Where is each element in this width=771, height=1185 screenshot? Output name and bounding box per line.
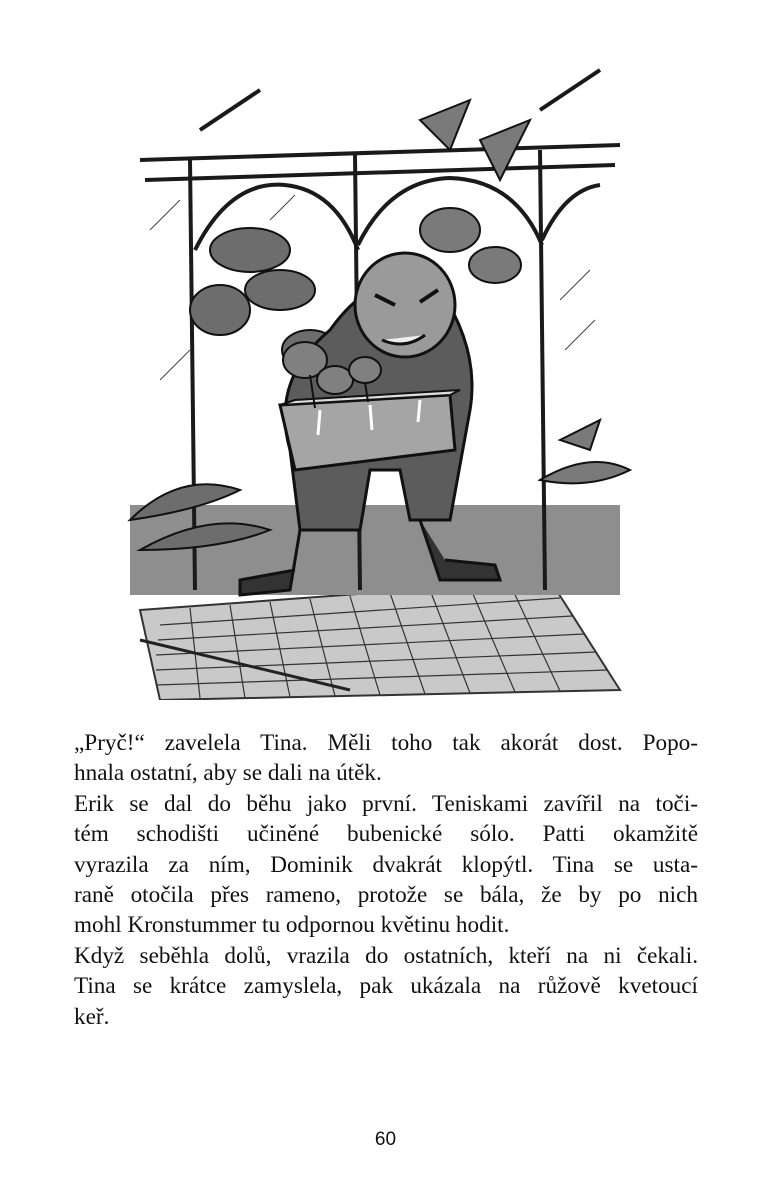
text-line: hnala ostatní, aby se dali na útěk. bbox=[74, 760, 382, 787]
greenhouse-floor bbox=[140, 580, 620, 700]
illustration-man-with-planter bbox=[120, 50, 640, 700]
text-line: tém schodišti učiněné bubenické sólo. Patti okamžitě bbox=[74, 821, 698, 848]
paragraph bbox=[74, 789, 698, 941]
text-line: Tina se krátce zamyslela, pak ukázala na růžově kvetoucí bbox=[74, 973, 698, 1000]
text-line: raně otočila přes rameno, protože se bála, že by po nich bbox=[74, 881, 698, 908]
text-line: keř. bbox=[74, 1003, 110, 1030]
page-number: 60 bbox=[374, 1129, 397, 1150]
text-line: mohl Kronstummer tu odpornou květinu hodit. bbox=[74, 912, 510, 939]
story-text bbox=[74, 728, 698, 1032]
text-line: Když seběhla dolů, vrazila do ostatních, kteří na ni čekali. bbox=[74, 942, 698, 969]
paragraph bbox=[74, 941, 698, 1032]
text-line: „Pryč!“ zavelela Tina. Měli toho tak akorát dost. Popo- bbox=[74, 730, 698, 756]
text-line: Erik se dal do běhu jako první. Teniskami zavířil na toči- bbox=[74, 790, 698, 817]
text-line: vyrazila za ním, Dominik dvakrát klopýtl. Tina se usta- bbox=[74, 851, 698, 878]
paragraph bbox=[74, 728, 698, 789]
